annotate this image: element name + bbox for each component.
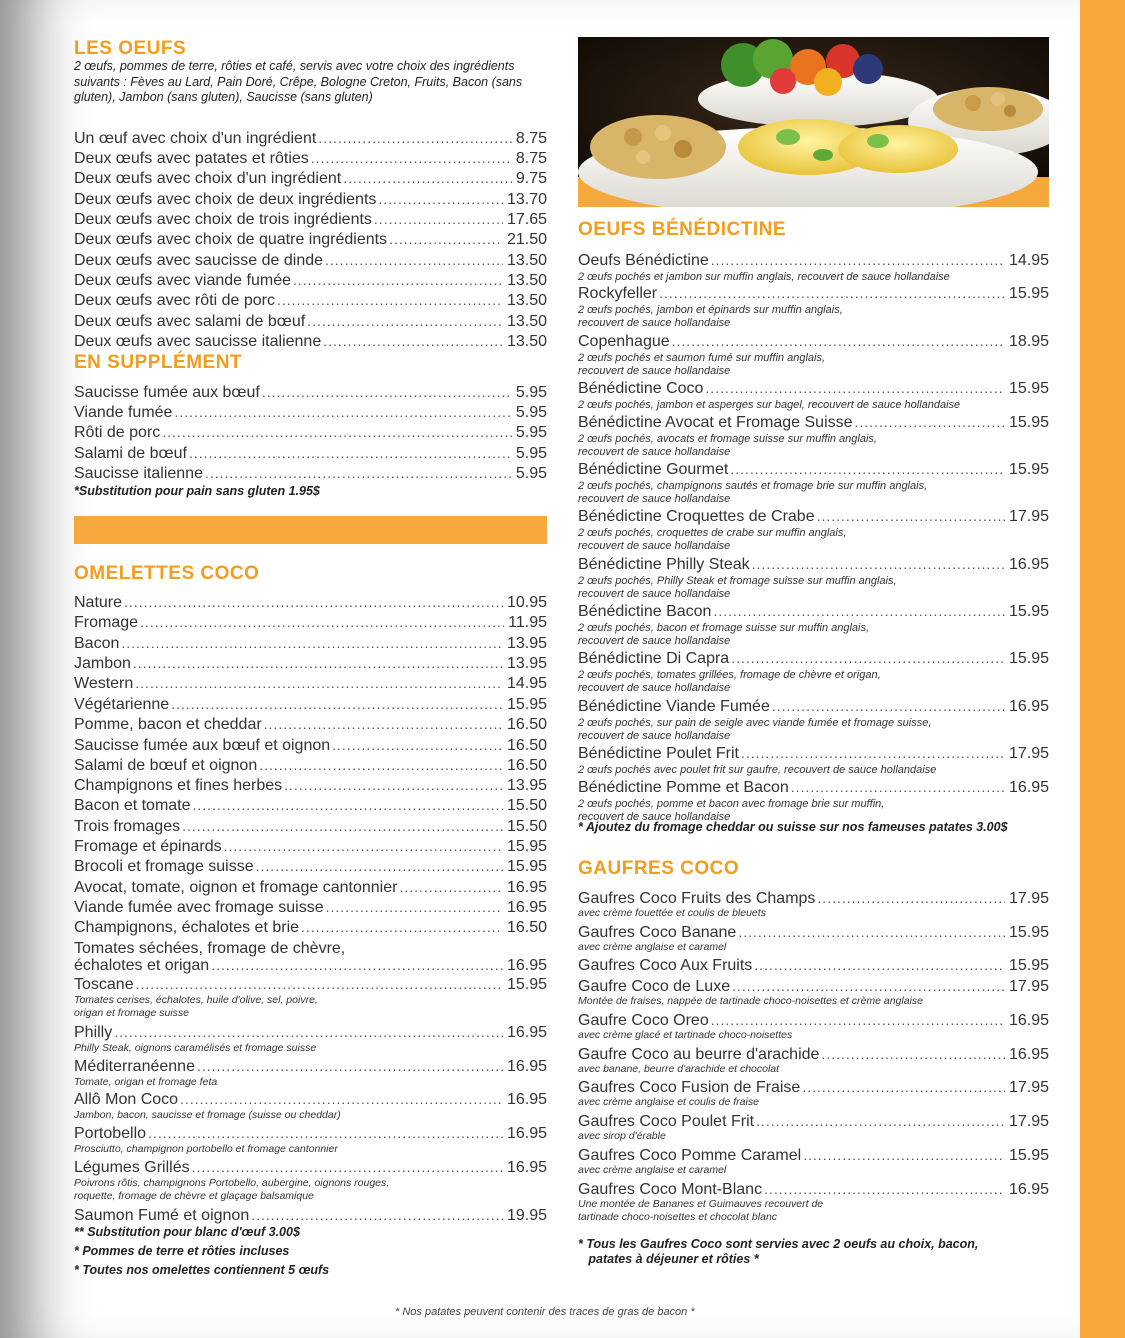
menu-item-price: 15.95: [506, 858, 547, 875]
leader-dots: [374, 211, 503, 227]
menu-item-description: Montée de fraises, nappée de tartinade choco-noisettes et crème anglaise: [578, 995, 923, 1007]
menu-item-price: 16.50: [506, 757, 547, 774]
menu-item-price: 21.50: [506, 231, 547, 248]
menu-item-price: 16.95: [1008, 1181, 1049, 1198]
menu-item: [578, 603, 1049, 623]
section-title-omelettes: OMELETTES COCO: [74, 563, 260, 584]
menu-item: [74, 899, 547, 919]
menu-item-description: Tomate, origan et fromage feta: [74, 1076, 218, 1088]
menu-item-name: Gaufres Coco Banane: [578, 924, 737, 941]
leader-dots: [399, 879, 502, 895]
menu-item-name: Jambon: [74, 655, 131, 672]
menu-item-price: 13.95: [506, 655, 547, 672]
section-title-oeufs: LES OEUFS: [74, 38, 187, 59]
menu-item-name: Viande fumée: [74, 404, 173, 421]
menu-item-name: Bénédictine Philly Steak: [578, 556, 750, 573]
leader-dots: [121, 635, 503, 651]
food-photo: [578, 37, 1049, 207]
menu-item: [74, 838, 547, 858]
menu-item: [74, 737, 547, 757]
menu-item-name: Bénédictine Di Capra: [578, 650, 730, 667]
menu-item-name: Philly: [74, 1024, 113, 1041]
leader-dots: [264, 716, 503, 732]
leader-dots: [205, 465, 512, 481]
menu-item-price: 16.95: [506, 1058, 547, 1075]
menu-item-description: 2 œufs pochés, bacon et fromage suisse sur muffin anglais, recouvert de sauce hollandaise: [578, 622, 870, 647]
section-title-supplement: EN SUPPLÉMENT: [74, 352, 243, 373]
menu-item-price: 15.95: [1008, 285, 1049, 302]
menu-item-price: 15.95: [506, 838, 547, 855]
menu-item-name: Gaufres Coco Aux Fruits: [578, 957, 753, 974]
menu-item-price: 5.95: [515, 384, 547, 401]
leader-dots: [855, 414, 1005, 430]
menu-item-price: 16.95: [1008, 779, 1049, 796]
menu-item-price: 17.95: [1008, 890, 1049, 907]
menu-item-name: Gaufres Coco Pomme Caramel: [578, 1147, 802, 1164]
menu-item-description: 2 œufs pochés avec poulet frit sur gaufre, recouvert de sauce hollandaise: [578, 764, 937, 776]
menu-item-price: 15.95: [506, 976, 547, 993]
menu-item: [74, 777, 547, 797]
menu-item: [74, 231, 547, 251]
menu-item-price: 17.95: [1008, 508, 1049, 525]
menu-item: [74, 333, 547, 353]
menu-item-price: 18.95: [1008, 333, 1049, 350]
menu-item: [74, 635, 547, 655]
menu-item-price: 13.50: [506, 333, 547, 350]
menu-item-description: avec crème anglaise et coulis de fraise: [578, 1096, 759, 1108]
leader-dots: [301, 919, 503, 935]
menu-item-name: Fromage et épinards: [74, 838, 222, 855]
leader-dots: [659, 285, 1005, 301]
leader-dots: [189, 445, 512, 461]
menu-item-name: Gaufre Coco Oreo: [578, 1012, 709, 1029]
menu-item-description: 2 œufs pochés et saumon fumé sur muffin anglais, recouvert de sauce hollandaise: [578, 352, 826, 377]
menu-item-description: Une montée de Bananes et Guimauves recouvert de tartinade choco-noisettes et chocolat blanc: [578, 1198, 824, 1223]
menu-item-name: Rockyfeller: [578, 285, 658, 302]
menu-item-name: Gaufre Coco de Luxe: [578, 978, 731, 995]
menu-item-price: 5.95: [515, 445, 547, 462]
menu-item-name: Saucisse fumée aux bœuf et oignon: [74, 737, 331, 754]
leader-dots: [148, 1125, 503, 1141]
supplement-note: *Substitution pour pain sans gluten 1.95$: [74, 484, 320, 498]
menu-item-name: Bénédictine Bacon: [578, 603, 712, 620]
menu-item: [578, 285, 1049, 305]
menu-item-name: Champignons, échalotes et brie: [74, 919, 300, 936]
menu-item-name: Gaufre Coco au beurre d'arachide: [578, 1046, 820, 1063]
menu-item-price: 5.95: [515, 404, 547, 421]
menu-item: [74, 150, 547, 170]
menu-item-description: Philly Steak, oignons caramélisés et fromage suisse: [74, 1042, 317, 1054]
menu-item-name: Saucisse fumée aux bœuf: [74, 384, 260, 401]
menu-item-description: Poivrons rôtis, champignons Portobello, aubergine, oignons rouges, roquette, fromage de chèvre et glaçage balsamique: [74, 1177, 390, 1202]
menu-item: [74, 1207, 547, 1227]
menu-item-name: Deux œufs avec salami de bœuf: [74, 313, 306, 330]
menu-item-name: Gaufres Coco Fruits des Champs: [578, 890, 816, 907]
leader-dots: [802, 1079, 1005, 1095]
menu-item-name: Bacon et tomate: [74, 797, 191, 814]
leader-dots: [180, 1091, 503, 1107]
menu-item-price: 16.95: [506, 1091, 547, 1108]
menu-item: [578, 650, 1049, 670]
menu-item-price: 5.95: [515, 465, 547, 482]
menu-item-name: Légumes Grillés: [74, 1159, 190, 1176]
divider-bar: [74, 516, 547, 544]
leader-dots: [135, 675, 503, 691]
menu-item-price: 15.95: [1008, 957, 1049, 974]
menu-item-name: Bénédictine Viande Fumée: [578, 698, 770, 715]
menu-item: [74, 252, 547, 272]
menu-item-price: 17.95: [1008, 745, 1049, 762]
menu-item: [74, 655, 547, 675]
menu-item: [74, 696, 547, 716]
menu-item-price: 15.95: [1008, 461, 1049, 478]
oeufs-intro: 2 œufs, pommes de terre, rôties et café, servis avec votre choix des ingrédients suivants : Fèves au Lard, Pain Doré, Crêpe, Bologne Creton, Fruits, Bacon (sans gluten), Jambon (sans gluten), Saucisse (sans gluten): [74, 59, 523, 104]
menu-item: [74, 404, 547, 424]
menu-item: [74, 957, 547, 977]
menu-item-name: Bénédictine Avocat et Fromage Suisse: [578, 414, 853, 431]
menu-item: [578, 252, 1049, 272]
menu-item-name: Toscane: [74, 976, 134, 993]
leader-dots: [259, 757, 503, 773]
menu-item: [74, 445, 547, 465]
menu-item-description: 2 œufs pochés, pomme et bacon avec fromage brie sur muffin, recouvert de sauce hollandaise: [578, 798, 885, 823]
menu-item: [74, 211, 547, 231]
menu-item: [578, 556, 1049, 576]
leader-dots: [325, 252, 503, 268]
menu-item: [74, 191, 547, 211]
leader-dots: [307, 313, 503, 329]
leader-dots: [378, 191, 503, 207]
leader-dots: [343, 170, 512, 186]
leader-dots: [224, 838, 503, 854]
menu-item-price: 10.95: [506, 594, 547, 611]
leader-dots: [311, 150, 512, 166]
leader-dots: [193, 797, 503, 813]
menu-item-description: 2 œufs pochés, Philly Steak et fromage suisse sur muffin anglais, recouvert de sauce hollandaise: [578, 575, 897, 600]
menu-item-price: 15.95: [1008, 650, 1049, 667]
menu-item: [74, 1058, 547, 1078]
menu-item-description: Jambon, bacon, saucisse et fromage (suisse ou cheddar): [74, 1109, 341, 1121]
menu-item-description: 2 œufs pochés, champignons sautés et fromage brie sur muffin anglais, recouvert de sauce hollandaise: [578, 480, 928, 505]
menu-item: [74, 313, 547, 333]
leader-dots: [672, 333, 1005, 349]
menu-item-price: 15.50: [506, 797, 547, 814]
menu-item-name: Deux œufs avec saucisse italienne: [74, 333, 322, 350]
menu-item-description: avec crème fouettée et coulis de bleuets: [578, 907, 766, 919]
menu-item-price: 19.95: [506, 1207, 547, 1224]
leader-dots: [171, 696, 503, 712]
menu-item-description: 2 œufs pochés, sur pain de seigle avec viande fumée et fromage suisse, recouvert de sauce hollandaise: [578, 717, 932, 742]
menu-item-price: 14.95: [506, 675, 547, 692]
menu-item: [74, 170, 547, 190]
menu-item-name: Trois fromages: [74, 818, 181, 835]
menu-item-name: Rôti de porc: [74, 424, 161, 441]
leader-dots: [756, 1113, 1005, 1129]
menu-item-name: Végétarienne: [74, 696, 170, 713]
leader-dots: [711, 1012, 1005, 1028]
leader-dots: [332, 737, 503, 753]
menu-item: [74, 272, 547, 292]
leader-dots: [326, 899, 503, 915]
menu-item-description: 2 œufs pochés, tomates grillées, fromage de chèvre et origan, recouvert de sauce hollandaise: [578, 669, 881, 694]
leader-dots: [803, 1147, 1005, 1163]
menu-item-price: 13.50: [506, 272, 547, 289]
leader-dots: [318, 130, 512, 146]
leader-dots: [293, 272, 503, 288]
menu-item: [74, 465, 547, 485]
leader-dots: [124, 594, 503, 610]
menu-item-name: Bénédictine Coco: [578, 380, 704, 397]
menu-item: [578, 745, 1049, 765]
menu-item-name: Deux œufs avec viande fumée: [74, 272, 291, 289]
menu-item-description: 2 œufs pochés, croquettes de crabe sur muffin anglais, recouvert de sauce hollandaise: [578, 527, 847, 552]
menu-item-price: 15.95: [1008, 1147, 1049, 1164]
leader-dots: [791, 779, 1005, 795]
menu-item-name: Nature: [74, 594, 123, 611]
menu-item: [74, 976, 547, 996]
menu-item-price: 16.95: [1008, 556, 1049, 573]
leader-dots: [256, 858, 503, 874]
menu-item: [74, 818, 547, 838]
menu-item-price: 17.95: [1008, 978, 1049, 995]
menu-item-name: Saumon Fumé et oignon: [74, 1207, 250, 1224]
leader-dots: [741, 745, 1005, 761]
menu-item: [578, 380, 1049, 400]
leader-dots: [817, 508, 1005, 524]
benedictine-note: * Ajoutez du fromage cheddar ou suisse sur nos fameuses patates 3.00$: [578, 820, 1008, 834]
menu-item-price: 15.95: [506, 696, 547, 713]
leader-dots: [140, 614, 504, 630]
menu-item-price: 16.95: [506, 1159, 547, 1176]
menu-item: [578, 779, 1049, 799]
menu-item-description: Tomates cerises, échalotes, huile d'olive, sel, poivre, origan et fromage suisse: [74, 994, 318, 1019]
section-title-gaufres: GAUFRES COCO: [578, 858, 740, 879]
menu-item: [74, 879, 547, 899]
menu-item-name: Salami de bœuf: [74, 445, 187, 462]
leader-dots: [192, 1159, 503, 1175]
menu-item: [578, 414, 1049, 434]
leader-dots: [754, 957, 1005, 973]
menu-item-name: Deux œufs avec saucisse de dinde: [74, 252, 324, 269]
leader-dots: [211, 957, 503, 973]
menu-item: [74, 797, 547, 817]
menu-item-description: Prosciutto, champignon portobello et fromage cantonnier: [74, 1143, 338, 1155]
menu-item-price: 15.95: [1008, 924, 1049, 941]
menu-item: [74, 1024, 547, 1044]
leader-dots: [262, 384, 512, 400]
menu-item-name: Deux œufs avec choix de quatre ingrédients: [74, 231, 388, 248]
menu-item-description: avec sirop d'érable: [578, 1130, 666, 1142]
leader-dots: [821, 1046, 1005, 1062]
menu-item-name: Brocoli et fromage suisse: [74, 858, 254, 875]
menu-item-description: avec crème glacé et tartinade choco-noisettes: [578, 1029, 793, 1041]
menu-item-price: 13.50: [506, 292, 547, 309]
menu-item-price: 16.95: [506, 899, 547, 916]
menu-item-price: 14.95: [1008, 252, 1049, 269]
leader-dots: [772, 698, 1005, 714]
leader-dots: [731, 650, 1005, 666]
omelette-note-1: ** Substitution pour blanc d'œuf 3.00$: [74, 1225, 300, 1239]
menu-item-price: 15.95: [1008, 414, 1049, 431]
menu-item-price: 16.95: [1008, 1012, 1049, 1029]
menu-item: [578, 508, 1049, 528]
menu-item: [74, 130, 547, 150]
menu-item-name: Pomme, bacon et cheddar: [74, 716, 262, 733]
leader-dots: [817, 890, 1005, 906]
menu-item-name: Western: [74, 675, 134, 692]
menu-item-price: 16.95: [506, 957, 547, 974]
menu-item: [74, 919, 547, 939]
menu-item-name: Copenhague: [578, 333, 670, 350]
menu-item-description: avec banane, beurre d'arachide et chocolat: [578, 1063, 780, 1075]
menu-item-price: 13.95: [506, 635, 547, 652]
menu-item-description: 2 œufs pochés et jambon sur muffin anglais, recouvert de sauce hollandaise: [578, 271, 950, 283]
menu-item: [578, 957, 1049, 977]
leader-dots: [136, 976, 503, 992]
menu-item-name: Un œuf avec choix d'un ingrédient: [74, 130, 317, 147]
menu-item-price: 16.95: [506, 879, 547, 896]
omelette-note-3: * Toutes nos omelettes contiennent 5 œufs: [74, 1263, 330, 1277]
menu-item-price: 13.50: [506, 313, 547, 330]
menu-item-description: 2 œufs pochés, jambon et asperges sur bagel, recouvert de sauce hollandaise: [578, 399, 961, 411]
menu-item-name: Méditerranéenne: [74, 1058, 195, 1075]
menu-item: [74, 614, 547, 634]
leader-dots: [389, 231, 503, 247]
menu-item: [578, 333, 1049, 353]
menu-item-price: 16.50: [506, 716, 547, 733]
leader-dots: [197, 1058, 503, 1074]
menu-item-price: 17.95: [1008, 1113, 1049, 1130]
menu-item-name: Viande fumée avec fromage suisse: [74, 899, 324, 916]
menu-item-name: Deux œufs avec choix d'un ingrédient: [74, 170, 342, 187]
menu-item-price: 17.65: [506, 211, 547, 228]
leader-dots: [277, 292, 503, 308]
omelette-note-2: * Pommes de terre et rôties incluses: [74, 1244, 290, 1258]
menu-item-name: Champignons et fines herbes: [74, 777, 283, 794]
menu-item-name: Fromage: [74, 614, 139, 631]
menu-item: [74, 1091, 547, 1111]
menu-item-name: Oeufs Bénédictine: [578, 252, 709, 269]
section-title-benedictine: OEUFS BÉNÉDICTINE: [578, 219, 787, 240]
menu-item-name: Gaufres Coco Fusion de Fraise: [578, 1079, 801, 1096]
menu-item-name: Deux œufs avec choix de trois ingrédients: [74, 211, 372, 228]
menu-item: [74, 757, 547, 777]
leader-dots: [713, 603, 1005, 619]
leader-dots: [730, 461, 1005, 477]
menu-item-name: Allô Mon Coco: [74, 1091, 179, 1108]
footer-note: * Nos patates peuvent contenir des traces de gras de bacon *: [395, 1306, 695, 1318]
menu-item-name: Tomates séchées, fromage de chèvre,: [74, 940, 346, 957]
menu-item-price: 15.95: [1008, 380, 1049, 397]
leader-dots: [284, 777, 503, 793]
menu-item-name: Bénédictine Pomme et Bacon: [578, 779, 789, 796]
leader-dots: [174, 404, 511, 420]
leader-dots: [133, 655, 503, 671]
menu-item: [74, 292, 547, 312]
leader-dots: [711, 252, 1005, 268]
menu-item-name: Saucisse italienne: [74, 465, 203, 482]
menu-item-name: Bénédictine Gourmet: [578, 461, 729, 478]
menu-item-price: 5.95: [515, 424, 547, 441]
menu-item: [578, 461, 1049, 481]
menu-item: [74, 1125, 547, 1145]
menu-item-name: Gaufres Coco Mont-Blanc: [578, 1181, 763, 1198]
menu-item-price: 16.50: [506, 919, 547, 936]
menu-item-name: Bacon: [74, 635, 120, 652]
gaufres-note: * Tous les Gaufres Coco sont servies avec 2 oeufs au choix, bacon, patates à déjeuner et rôties *: [578, 1237, 979, 1266]
leader-dots: [732, 978, 1005, 994]
menu-item-name: Deux œufs avec patates et rôties: [74, 150, 309, 167]
menu-item: [74, 384, 547, 404]
menu-item-price: 9.75: [515, 170, 547, 187]
menu-item: [74, 594, 547, 614]
menu-item-name: Deux œufs avec choix de deux ingrédients: [74, 191, 377, 208]
menu-item-name: Gaufres Coco Poulet Frit: [578, 1113, 755, 1130]
leader-dots: [764, 1181, 1005, 1197]
menu-item-name: Deux œufs avec rôti de porc: [74, 292, 275, 309]
menu-item-description: avec crème anglaise et caramel: [578, 1164, 727, 1176]
menu-item-name: Salami de bœuf et oignon: [74, 757, 258, 774]
menu-item-price: 8.75: [515, 130, 547, 147]
leader-dots: [705, 380, 1005, 396]
menu-item: [74, 675, 547, 695]
menu-item-name: Avocat, tomate, oignon et fromage cantonnier: [74, 879, 398, 896]
menu-item-description: 2 œufs pochés, avocats et fromage suisse sur muffin anglais, recouvert de sauce hollandaise: [578, 433, 877, 458]
menu-item-price: 16.95: [506, 1125, 547, 1142]
menu-item: [74, 424, 547, 444]
menu-item: [74, 858, 547, 878]
leader-dots: [738, 924, 1005, 940]
menu-item-price: 17.95: [1008, 1079, 1049, 1096]
leader-dots: [114, 1024, 503, 1040]
menu-item-price: 16.95: [1008, 1046, 1049, 1063]
food-photo-image: [578, 37, 1049, 207]
menu-item: [74, 1159, 547, 1179]
menu-item-price: 16.95: [506, 1024, 547, 1041]
menu-item: [578, 698, 1049, 718]
leader-dots: [323, 333, 503, 349]
menu-item-price: 8.75: [515, 150, 547, 167]
leader-dots: [752, 556, 1005, 572]
menu-item-name: Portobello: [74, 1125, 147, 1142]
menu-item-description: 2 œufs pochés, jambon et épinards sur muffin anglais, recouvert de sauce hollandaise: [578, 304, 843, 329]
menu-item-name: Bénédictine Poulet Frit: [578, 745, 739, 762]
menu-item-price: 15.95: [1008, 603, 1049, 620]
menu-item-price: 13.50: [506, 252, 547, 269]
menu-item-name: échalotes et origan: [74, 957, 210, 974]
menu-item-price: 13.70: [506, 191, 547, 208]
menu-item-description: avec crème anglaise et caramel: [578, 941, 727, 953]
leader-dots: [182, 818, 503, 834]
leader-dots: [251, 1207, 503, 1223]
menu-item-price: 16.95: [1008, 698, 1049, 715]
menu-item-price: 11.95: [508, 614, 547, 631]
menu-item: [74, 716, 547, 736]
leader-dots: [162, 424, 512, 440]
menu-item-name: Bénédictine Croquettes de Crabe: [578, 508, 815, 525]
menu-item-price: 16.50: [506, 737, 547, 754]
menu-item-price: 15.50: [506, 818, 547, 835]
menu-item-price: 13.95: [506, 777, 547, 794]
